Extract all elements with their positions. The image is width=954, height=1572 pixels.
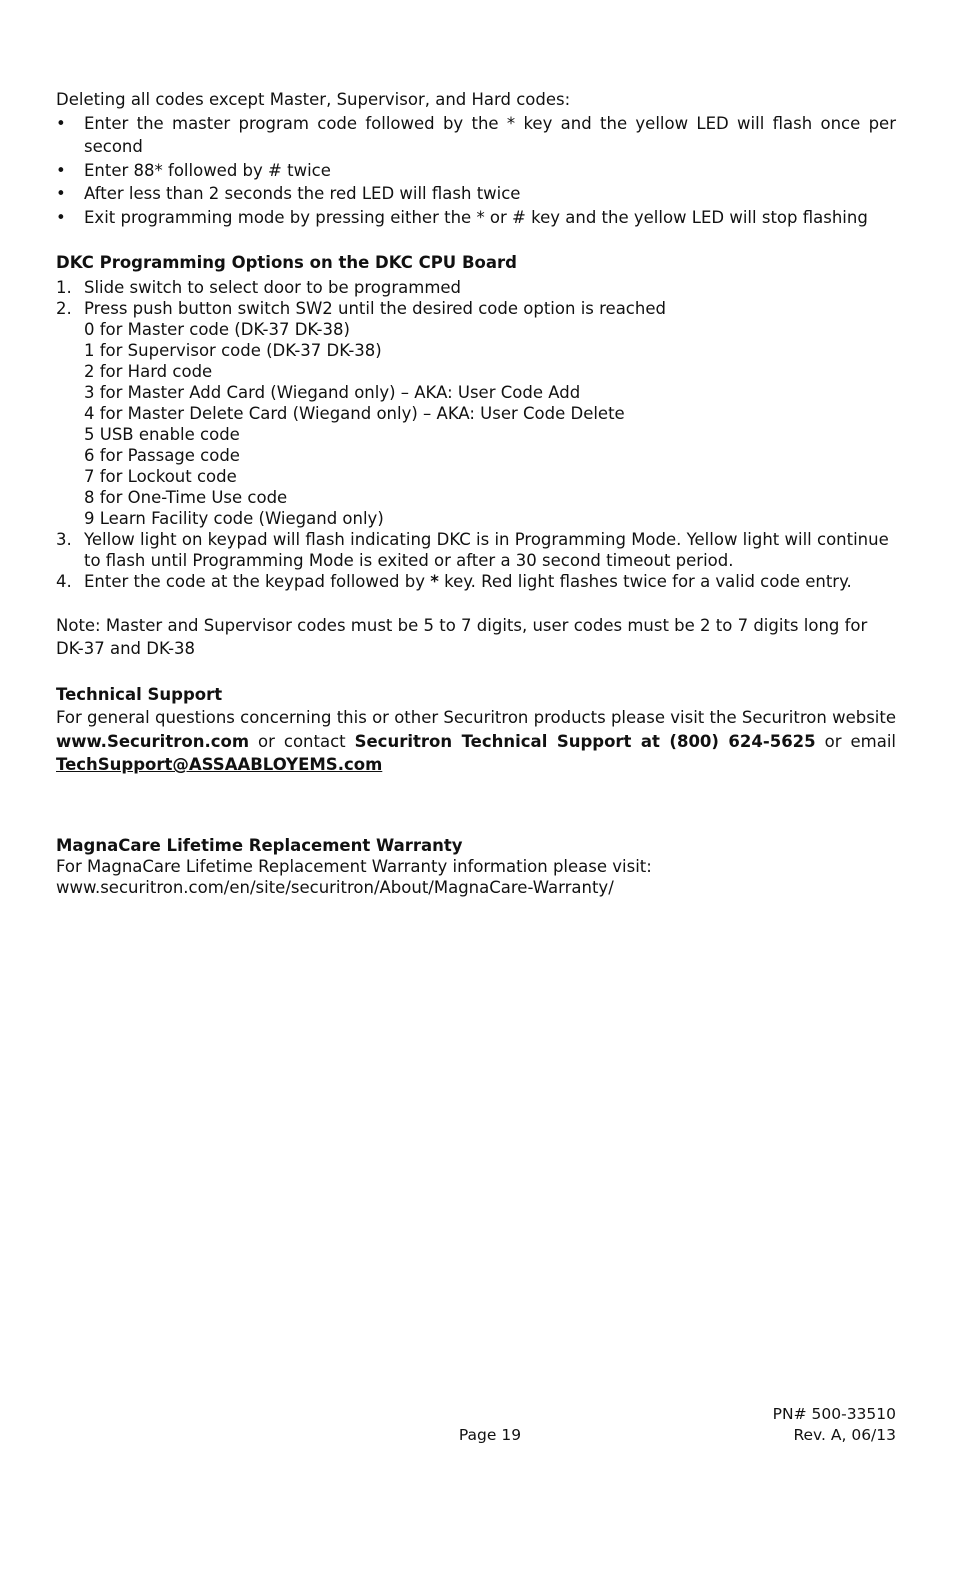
page-number: Page 19 (458, 1426, 522, 1444)
website-link[interactable]: www.Securitron.com (56, 731, 250, 751)
deleting-steps-list (56, 112, 896, 230)
step-text-before: Enter the code at the keypad followed by (84, 571, 431, 591)
list-item (56, 571, 896, 592)
code-option: 0 for Master code (DK-37 DK-38) (84, 319, 350, 339)
code-length-note: Note: Master and Supervisor codes must be 5 to 7 digits, user codes must be 2 to 7 digits long for DK-37 and DK-38 (56, 615, 868, 658)
support-text: For general questions concerning this or other Securitron products please visit the Securitron website (56, 708, 896, 727)
list-item: • Enter the master program code followed by the * key and the yellow LED will flash once per second (56, 112, 896, 159)
warranty-text: For MagnaCare Lifetime Replacement Warranty information please visit: (56, 856, 652, 876)
step-number: 3. (56, 529, 72, 549)
list-item (56, 298, 896, 529)
dkc-heading: DKC Programming Options on the DKC CPU Board (56, 253, 517, 272)
code-option: 8 for One-Time Use code (84, 487, 288, 507)
code-option: 3 for Master Add Card (Wiegand only) – AKA: User Code Add (84, 382, 581, 402)
warranty-heading: MagnaCare Lifetime Replacement Warranty (56, 835, 463, 855)
email-link[interactable]: TechSupport@ASSAABLOYEMS.com (56, 755, 383, 774)
document-revision (773, 1404, 896, 1446)
list-item: • Enter 88* followed by # twice (56, 159, 896, 183)
support-heading: Technical Support (56, 684, 223, 704)
code-option: 7 for Lockout code (84, 466, 237, 486)
step-text: Yellow light on keypad will flash indicating DKC is in Programming Mode. Yellow light will continue to flash until Programming Mode is exited or after a 30 second timeout period. (84, 529, 889, 570)
step-number: 4. (56, 571, 72, 591)
support-phone: Securitron Technical Support at (800) 624-5625 (354, 731, 816, 751)
list-item (56, 277, 896, 298)
code-option: 9 Learn Facility code (Wiegand only) (84, 508, 384, 528)
part-number: PN# 500-33510 (772, 1405, 896, 1423)
star-key: * (430, 571, 439, 591)
deleting-intro: Deleting all codes except Master, Supervisor, and Hard codes: (56, 90, 571, 109)
list-item: • After less than 2 seconds the red LED will flash twice (56, 182, 896, 206)
page-content (56, 88, 896, 898)
list-item (56, 529, 896, 571)
support-paragraph (56, 706, 896, 777)
step-number: 1. (56, 277, 72, 297)
warranty-url[interactable]: www.securitron.com/en/site/securitron/About/MagnaCare-Warranty/ (56, 877, 614, 897)
code-option: 2 for Hard code (84, 361, 213, 381)
dkc-steps-list (56, 277, 896, 592)
revision: Rev. A, 06/13 (793, 1426, 896, 1444)
support-text: or contact (249, 731, 355, 751)
step-number: 2. (56, 298, 72, 318)
support-text: or email (815, 731, 897, 751)
code-option: 1 for Supervisor code (DK-37 DK-38) (84, 340, 382, 360)
step-text: Press push button switch SW2 until the desired code option is reached (84, 298, 666, 318)
list-item: • Exit programming mode by pressing either the * or # key and the yellow LED will stop flashing (56, 206, 896, 230)
step-text-after: key. Red light flashes twice for a valid code entry. (438, 571, 852, 591)
step-text: Slide switch to select door to be programmed (84, 277, 462, 297)
warranty-section (56, 835, 896, 898)
code-option: 5 USB enable code (84, 424, 240, 444)
code-option: 4 for Master Delete Card (Wiegand only) – AKA: User Code Delete (84, 403, 625, 423)
code-option: 6 for Passage code (84, 445, 240, 465)
